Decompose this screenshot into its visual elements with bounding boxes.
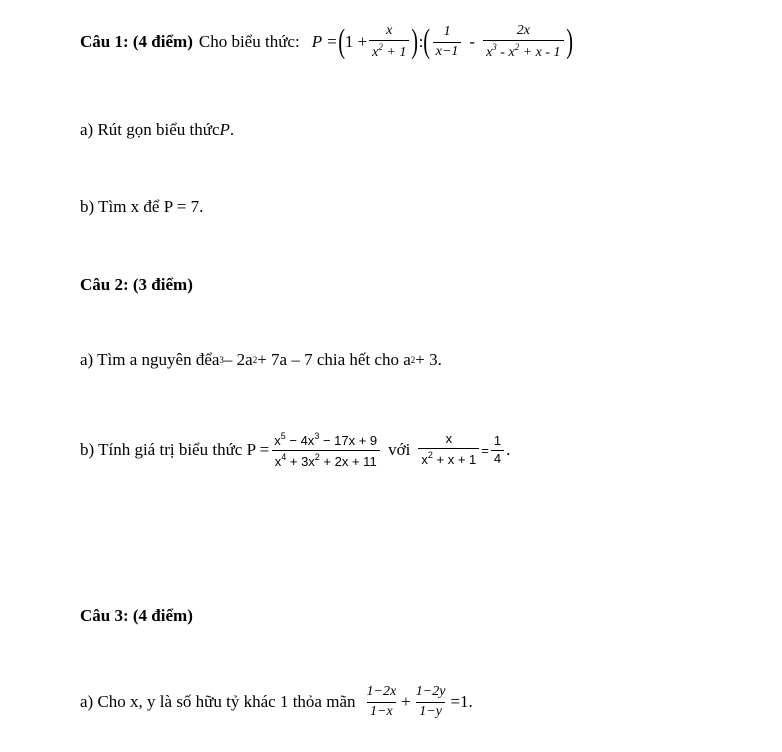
q3-part-a-pre: a) Cho x, y là số hữu tỷ khác 1 thỏa mãn	[80, 692, 356, 711]
q3-plus: +	[401, 692, 411, 711]
q3-frac-1-den: 1−x	[367, 702, 396, 720]
q2-pb-num: $x^5 - 4x^3 - 17x + 9$	[274, 430, 378, 448]
q1-frac-3-num: 2x	[516, 22, 530, 38]
q3-frac-2-num: 1−2y	[415, 684, 446, 700]
q2-heading: Câu 2: (3 điểm)	[80, 275, 193, 294]
q2-expr-a3: + 7a – 7 chia hết cho a	[257, 350, 411, 369]
q2-cond-r-frac	[491, 434, 504, 467]
q3-frac-1	[364, 684, 400, 719]
q2-expr-a2: – 2a	[223, 350, 253, 369]
q1-left-paren-1: (	[337, 23, 345, 60]
q1-part-b-text: b) Tìm x để P = 7.	[80, 197, 204, 216]
q1-part-a	[80, 118, 234, 142]
q1-right-paren-1: )	[411, 23, 419, 60]
q1-heading-line	[80, 22, 573, 62]
q2-cond-frac	[418, 432, 479, 468]
q2-cond-r-num: 1	[493, 432, 502, 448]
q2-part-a-pre: a) Tìm a nguyên để	[80, 350, 212, 369]
q2-pb-frac	[271, 431, 380, 470]
q3-frac-2	[413, 684, 449, 719]
q1-heading: Câu 1: (4 điểm)	[80, 32, 193, 51]
q1-frac-1-num: x	[386, 22, 393, 38]
q2-expr-a1: a	[211, 350, 220, 369]
q1-p-eq: P =	[311, 32, 338, 51]
q1-one-plus: 1 +	[344, 32, 368, 51]
q2-cond-den: $x^2 + x + 1$	[418, 448, 479, 468]
q2-part-a: a) Tìm a nguyên để a 3 – 2a 2 + 7a – 7 chia hết cho a 2 + 3.	[80, 350, 442, 369]
q1-frac-2	[433, 24, 462, 59]
q1-frac-2-den: x−1	[433, 42, 462, 60]
q2-cond-num: x	[445, 431, 453, 447]
q1-part-a-var: P	[219, 120, 230, 139]
q1-part-a-end: .	[229, 120, 235, 139]
q2-part-b	[80, 430, 510, 470]
q3-frac-2-den: 1−y	[416, 702, 445, 720]
q1-frac-3-den: $x^3 - x^2 + x - 1$	[483, 40, 563, 61]
q2-voi: với	[388, 440, 411, 459]
q3-heading: Câu 3: (4 điểm)	[80, 606, 193, 625]
q2-heading-line	[80, 273, 193, 297]
q1-left-paren-2: (	[423, 23, 431, 60]
q1-intro: Cho biểu thức:	[198, 32, 300, 51]
q1-div: :	[418, 32, 424, 51]
q1-part-a-text: a) Rút gọn biểu thức	[80, 120, 220, 139]
q2-eq: =	[481, 442, 489, 458]
q1-frac-2-num: 1	[443, 24, 451, 40]
q3-tail: =1.	[450, 692, 473, 711]
q2-expr-a4: + 3.	[415, 350, 442, 369]
q2-pb-den: $x^4 + 3x^2 + 2x + 11$	[272, 450, 380, 470]
q1-frac-1	[369, 23, 409, 61]
q3-part-a	[80, 682, 473, 722]
q1-right-paren-2: )	[565, 23, 573, 60]
q2-cond-r-den: 4	[491, 450, 504, 467]
q1-frac-1-den: $x^2 + 1$	[369, 40, 409, 61]
q2-end: .	[506, 440, 511, 459]
q3-frac-1-num: 1−2x	[366, 684, 397, 700]
q2-part-b-pre: b) Tính giá trị biểu thức P =	[80, 440, 270, 459]
q1-part-b	[80, 195, 203, 219]
q3-heading-line	[80, 604, 193, 628]
q1-frac-3	[483, 23, 563, 61]
q1-minus: -	[469, 32, 476, 51]
